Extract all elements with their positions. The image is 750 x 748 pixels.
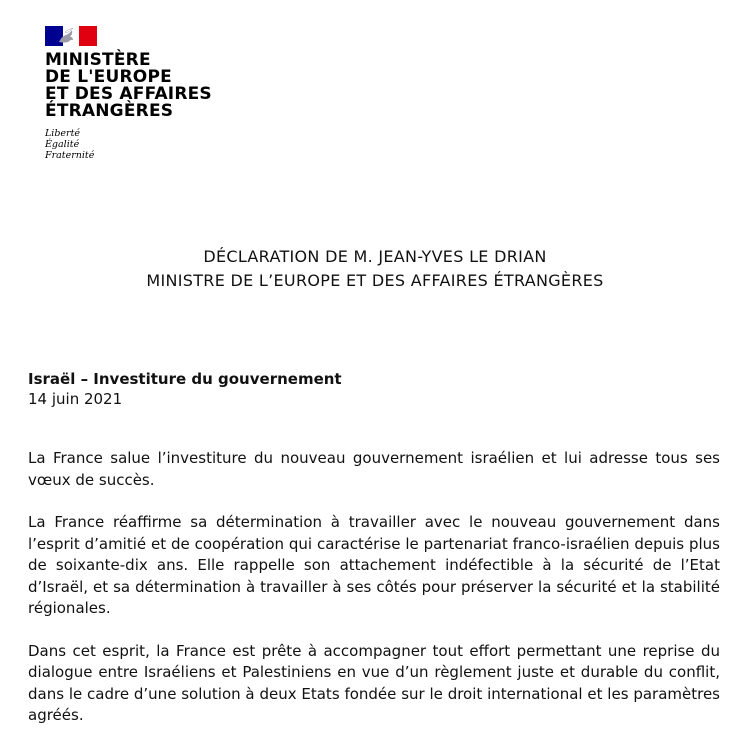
motto-line: Liberté <box>45 128 81 139</box>
ministry-name <box>45 52 212 120</box>
paragraph: La France réaffirme sa détermination à travailler avec le nouveau gouvernement dans l’esprit d’amitié et de coopération qui caractérise le partenariat franco-israélien depuis plus de soixante-dix ans. Elle rappelle son attachement indéfectible à la sécurité de l’Etat d’Israël, et sa détermination à travailler à ses côtés pour préserver la sécurité et la stabilité régionales. <box>28 513 720 617</box>
statement-date: 14 juin 2021 <box>28 390 123 408</box>
ministry-name-line: ET DES AFFAIRES <box>45 84 212 104</box>
ministry-name-line: MINISTÈRE <box>45 50 151 70</box>
declaration-line: DÉCLARATION DE M. JEAN-YVES LE DRIAN <box>203 247 547 266</box>
ministry-name-line: DE L'EUROPE <box>45 67 172 87</box>
motto-line: Fraternité <box>45 150 95 161</box>
marianne-flag-icon <box>45 26 97 46</box>
paragraph: Dans cet esprit, la France est prête à accompagner tout effort permettant une reprise du dialogue entre Israéliens et Palestiniens en vue d’un règlement juste et durable du conflit, dans le cadre d’une solution à deux Etats fondée sur le droit international et les paramètres agréés. <box>28 641 720 724</box>
motto-line: Égalité <box>45 139 80 150</box>
statement-body <box>28 448 720 748</box>
declaration-line: MINISTRE DE L’EUROPE ET DES AFFAIRES ÉTRANGÈRES <box>146 271 604 290</box>
paragraph: La France salue l’investiture du nouveau gouvernement israélien et lui adresse tous ses vœux de succès. <box>28 449 720 489</box>
republic-motto <box>45 128 212 161</box>
statement-title: Israël – Investiture du gouvernement <box>28 370 342 388</box>
ministry-name-line: ÉTRANGÈRES <box>45 101 174 121</box>
declaration-heading <box>0 245 750 293</box>
statement-subject <box>28 369 342 409</box>
ministry-logo <box>45 26 212 161</box>
